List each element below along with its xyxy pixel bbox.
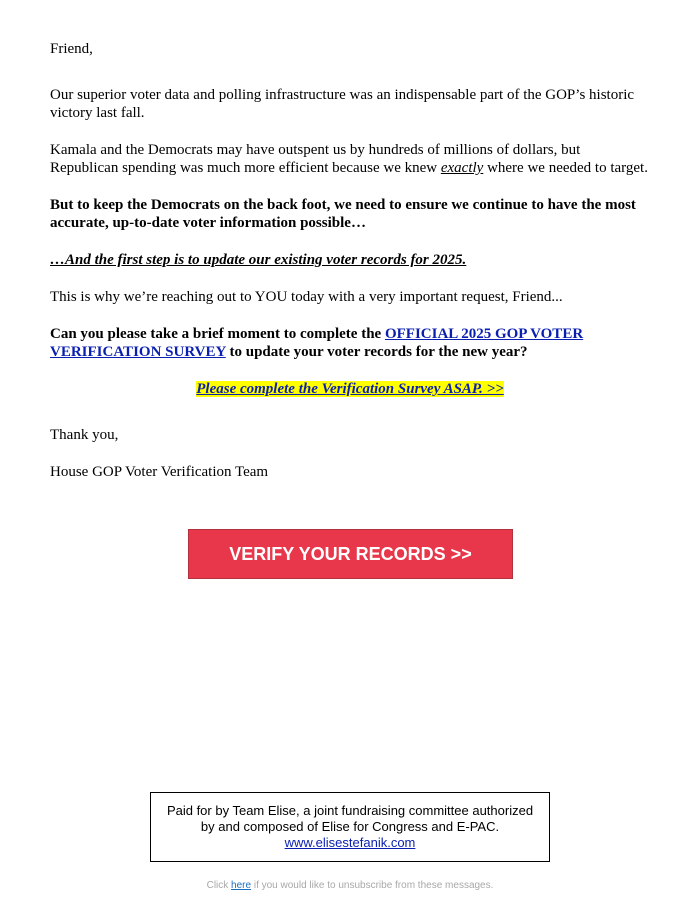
paid-for-disclaimer (150, 792, 550, 862)
signoff: House GOP Voter Verification Team (50, 464, 269, 480)
unsubscribe-start: Click (206, 880, 232, 891)
thanks: Thank you, (50, 427, 119, 443)
paragraph-1: Our superior voter data and polling infrastructure was an indispensable part of the GOP’s historic victory last fall. (50, 87, 635, 121)
paragraph-2-end: where we needed to target. (483, 160, 648, 176)
paragraph-6-end: to update your voter records for the new year? (225, 344, 528, 360)
disclaimer-text: Paid for by Team Elise, a joint fundraising committee authorized by and composed of Elise for Congress and E-PAC. (166, 803, 534, 834)
paragraph-6-start: Can you please take a brief moment to complete the (50, 326, 385, 342)
emphasis-exactly: exactly (440, 160, 484, 176)
unsubscribe-line (0, 880, 700, 891)
unsubscribe-end: if you would like to unsubscribe from these messages. (251, 880, 494, 891)
unsubscribe-link[interactable]: here (231, 880, 252, 891)
verify-records-button[interactable]: VERIFY YOUR RECORDS >> (188, 529, 513, 579)
paragraph-6 (50, 325, 650, 361)
paragraph-4: …And the first step is to update our existing voter records for 2025. (50, 252, 467, 268)
greeting: Friend, (50, 41, 93, 57)
website-link[interactable]: www.elisestefanik.com (284, 835, 416, 850)
paragraph-2-start: Kamala and the Democrats may have outspent us by hundreds of millions of dollars, but Republican spending was much more efficient because we knew (50, 142, 581, 176)
message-content (50, 40, 650, 481)
paragraph-2 (50, 141, 650, 177)
cta-line (50, 380, 650, 398)
survey-link[interactable]: OFFICIAL 2025 GOP VOTER VERIFICATION SURVEY (50, 326, 584, 360)
paragraph-3: But to keep the Democrats on the back foot, we need to ensure we continue to have the most accurate, up-to-date voter information possible… (50, 197, 636, 231)
complete-survey-link[interactable]: Please complete the Verification Survey ASAP. >> (196, 381, 504, 397)
paragraph-5: This is why we’re reaching out to YOU today with a very important request, Friend... (50, 289, 563, 305)
